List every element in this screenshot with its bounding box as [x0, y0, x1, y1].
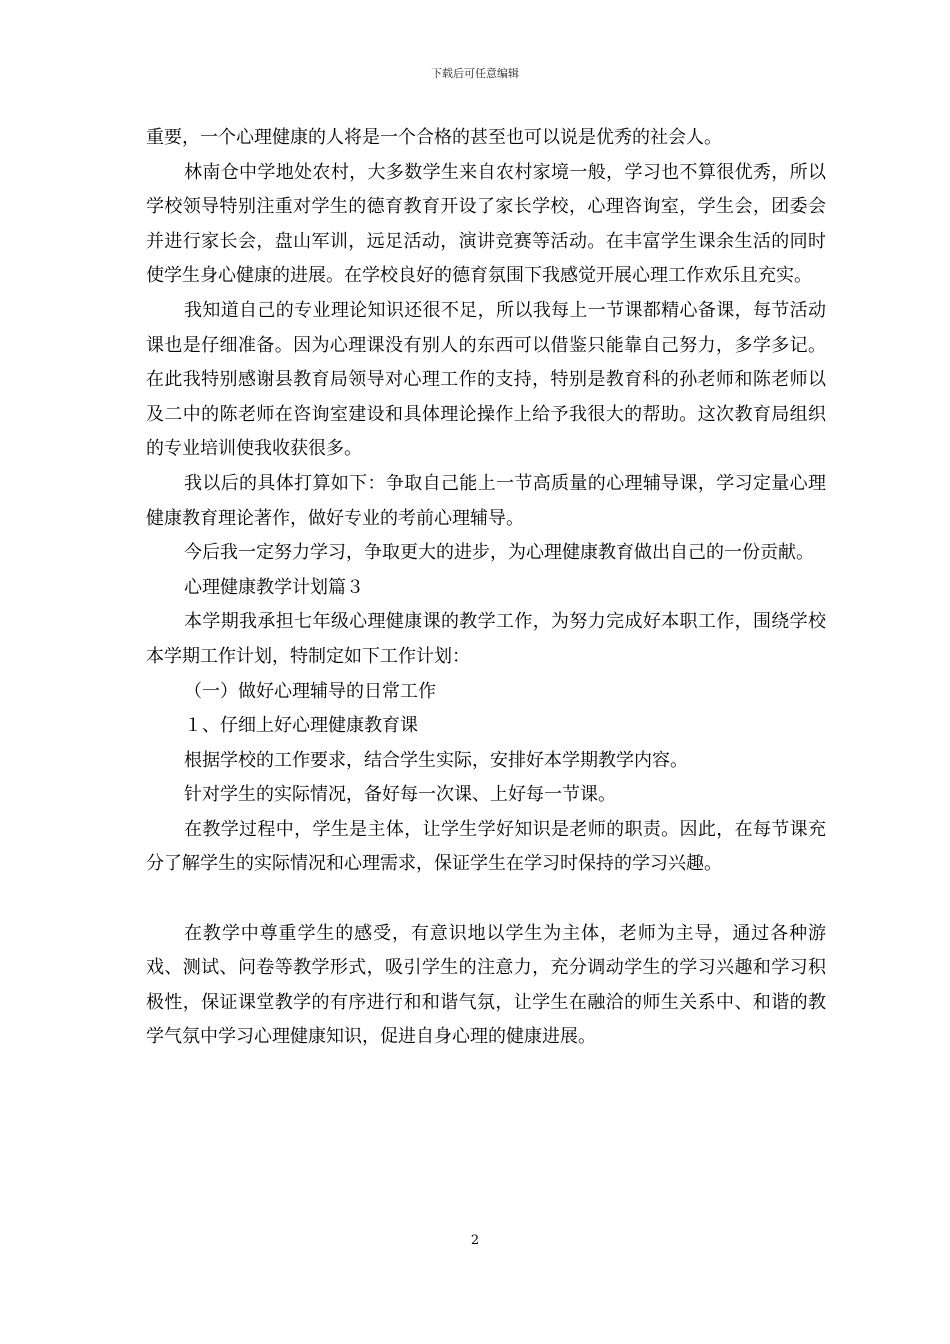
- paragraph: 我以后的具体打算如下：争取自己能上一节高质量的心理辅导课，学习定量心理健康教育理论著作，做好专业的考前心理辅导。: [146, 472, 826, 529]
- paragraph: 林南仓中学地处农村，大多数学生来自农村家境一般，学习也不算很优秀，所以学校领导特别注重对学生的德育教育开设了家长学校，心理咨询室，学生会，团委会并进行家长会，盘山军训，远足活动，演讲竞赛等活动。在丰富学生课余生活的同时使学生身心健康的进展。在学校良好的德育氛围下我感觉开展心理工作欢乐且充实。: [146, 161, 826, 287]
- paragraph: 在教学过程中，学生是主体，让学生学好知识是老师的职责。因此，在每节课充分了解学生的实际情况和心理需求，保证学生在学习时保持的学习兴趣。: [146, 818, 826, 875]
- section-heading: 心理健康教学计划篇３: [184, 576, 364, 598]
- page-number: 2: [470, 1233, 480, 1248]
- paragraph: 根据学校的工作要求，结合学生实际，安排好本学期教学内容。: [184, 749, 688, 771]
- paragraph: 重要，一个心理健康的人将是一个合格的甚至也可以说是优秀的社会人。: [146, 127, 722, 148]
- document-body: [146, 121, 826, 1055]
- blank-line: [146, 882, 826, 917]
- paragraph: 针对学生的实际情况，备好每一次课、上好每一节课。: [184, 784, 616, 806]
- paragraph: 我知道自己的专业理论知识还很不足，所以我每上一节课都精心备课，每节活动课也是仔细准备。因为心理课没有别人的东西可以借鉴只能靠自己努力，多学多记。在此我特别感谢县教育局领导对心理工作的支持，特别是教育科的孙老师和陈老师以及二中的陈老师在咨询室建设和具体理论操作上给予我很大的帮助。这次教育局组织的专业培训使我收获很多。: [146, 299, 826, 460]
- page-header: 下载后可任意编辑: [431, 67, 519, 80]
- paragraph: 本学期我承担七年级心理健康课的教学工作，为努力完成好本职工作，围绕学校本学期工作计划，特制定如下工作计划：: [146, 611, 826, 667]
- list-item-heading: １、仔细上好心理健康教育课: [184, 715, 418, 737]
- subsection-heading: （一）做好心理辅导的日常工作: [184, 680, 436, 702]
- paragraph: 今后我一定努力学习，争取更大的进步，为心理健康教育做出自己的一份贡献。: [184, 542, 814, 564]
- paragraph: 在教学中尊重学生的感受，有意识地以学生为主体，老师为主导，通过各种游戏、测试、问卷等教学形式，吸引学生的注意力，充分调动学生的学习兴趣和学习积极性，保证课堂教学的有序进行和和谐气氛，让学生在融洽的师生关系中、和谐的教学气氛中学习心理健康知识，促进自身心理的健康进展。: [146, 922, 826, 1048]
